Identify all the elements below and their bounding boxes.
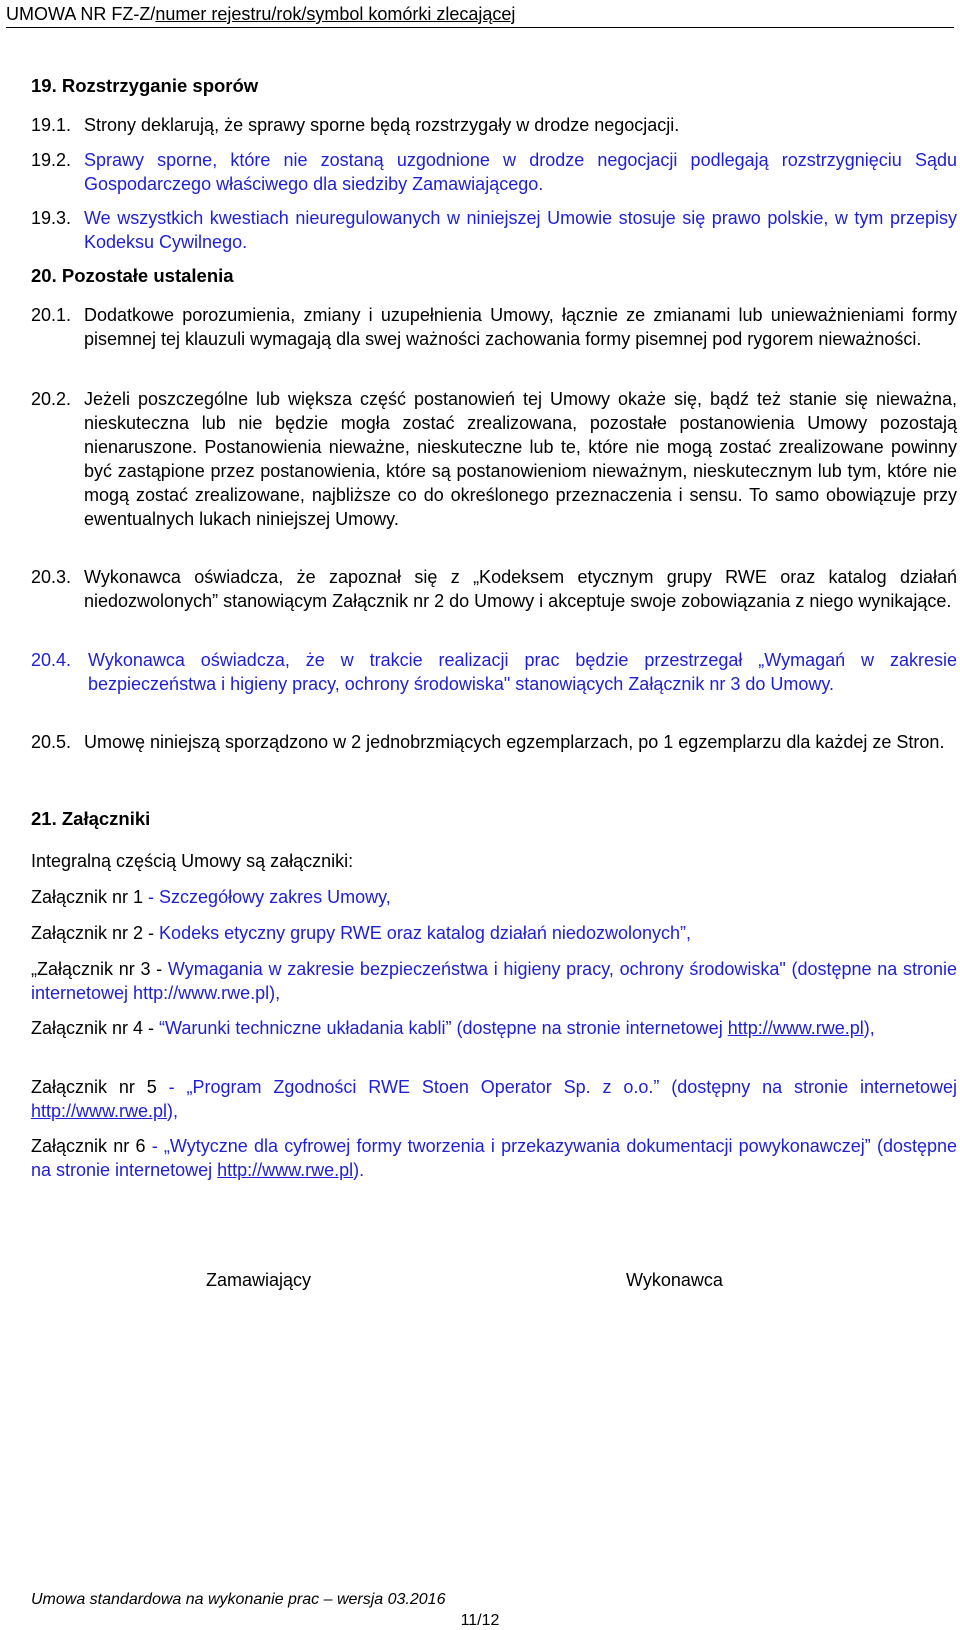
annex-1-desc: - Szczegółowy zakres Umowy,	[148, 887, 391, 907]
para-20-5-num: 20.5.	[31, 732, 72, 752]
annex-2	[31, 921, 957, 945]
annex-5-link[interactable]: http://www.rwe.pl	[31, 1101, 168, 1121]
annex-1	[31, 885, 957, 909]
para-20-3-text: Wykonawca oświadcza, że zapoznał się z „Kodeksem etycznym grupy RWE oraz katalog działań niedozwolonych” stanowiącym Załącznik nr 2 do Umowy i akceptuje swoje zobowiązania z niego wynikające.	[84, 567, 957, 611]
annex-6-label: Załącznik nr 6	[31, 1136, 152, 1156]
annex-6	[31, 1134, 957, 1182]
section-19-heading: 19. Rozstrzyganie sporów	[31, 75, 259, 96]
annex-5-desc-a: - „Program Zgodności RWE Stoen Operator Sp. z o.o.” (dostępny na stronie internetowej	[168, 1077, 958, 1097]
annex-2-desc: Kodeks etyczny grupy RWE oraz katalog działań niedozwolonych”,	[159, 923, 691, 943]
annex-4-label: Załącznik nr 4 -	[31, 1018, 160, 1038]
annex-6-desc-b: ).	[353, 1160, 365, 1180]
annex-3-desc: Wymagania w zakresie bezpieczeństwa i higieny pracy, ochrony środowiska" (dostępne na stronie internetowej http://www.rwe.pl),	[31, 959, 957, 1003]
annex-4	[31, 1016, 957, 1040]
annex-4-desc-a: “Warunki techniczne układania kabli” (dostępne na stronie internetowej	[159, 1018, 728, 1038]
para-19-2-text: Sprawy sporne, które nie zostaną uzgodnione w drodze negocjacji podlegają rozstrzygnięciu Sądu Gospodarczego właściwego dla siedziby Zamawiającego.	[84, 150, 957, 194]
para-20-5-text: Umowę niniejszą sporządzono w 2 jednobrzmiących egzemplarzach, po 1 egzemplarzu dla każdej ze Stron.	[84, 732, 945, 752]
signature-contractor: Wykonawca	[626, 1270, 723, 1290]
annex-6-desc-a: - „Wytyczne dla cyfrowej formy tworzenia i przekazywania dokumentacji powykonawczej” (dostępne na stronie internetowej	[31, 1136, 958, 1180]
annex-4-link[interactable]: http://www.rwe.pl	[727, 1018, 864, 1038]
para-20-4-num: 20.4.	[31, 650, 72, 670]
annex-5	[31, 1075, 957, 1123]
para-20-3-num: 20.3.	[31, 567, 72, 587]
annex-5-label: Załącznik nr 5	[31, 1077, 169, 1097]
annex-1-label: Załącznik nr 1	[31, 887, 149, 907]
para-20-1-text: Dodatkowe porozumienia, zmiany i uzupełnienia Umowy, łącznie ze zmianami lub unieważnieniami formy pisemnej tej klauzuli wymagają dla swej ważności zachowania formy pisemnej pod rygorem nieważności.	[84, 305, 957, 349]
para-19-2-num: 19.2.	[31, 150, 72, 170]
signature-ordering-party: Zamawiający	[206, 1270, 312, 1290]
annex-4-desc-b: ),	[863, 1018, 875, 1038]
para-19-3-num: 19.3.	[31, 208, 72, 228]
para-19-1-text: Strony deklarują, że sprawy sporne będą rozstrzygały w drodze negocjacji.	[84, 115, 680, 135]
annex-6-link[interactable]: http://www.rwe.pl	[217, 1160, 354, 1180]
annex-3-label: „Załącznik nr 3 -	[31, 959, 168, 979]
header-link[interactable]: numer rejestru/rok/symbol komórki zlecającej	[155, 4, 516, 24]
para-19-1-num: 19.1.	[31, 115, 72, 135]
para-20-1-num: 20.1.	[31, 305, 72, 325]
annex-3	[31, 957, 957, 1005]
annex-2-label: Załącznik nr 2 -	[31, 923, 160, 943]
para-20-4-text: Wykonawca oświadcza, że w trakcie realizacji prac będzie przestrzegał „Wymagań w zakresie bezpieczeństwa i higieny pracy, ochrony środowiska" stanowiących Załącznik nr 3 do Umowy.	[88, 650, 957, 694]
para-19-3-text: We wszystkich kwestiach nieuregulowanych w niniejszej Umowie stosuje się prawo polskie, w tym przepisy Kodeksu Cywilnego.	[84, 208, 957, 252]
para-20-2-text: Jeżeli poszczególne lub większa część postanowień tej Umowy okaże się, bądź też stanie się nieważna, nieskuteczna lub nie będzie mogła zostać zrealizowana, pozostałe postanowienia Umowy pozostają nienaruszone. Postanowienia nieważne, nieskuteczne lub te, które nie mogą zostać zrealizowane powinny być zastąpione przez postanowienia, które są postanowieniom nieważnym, nieskutecznym lub tym, które nie mogą zostać zrealizowane, najbliższe co do określonego przeznaczenia i sensu. To samo obowiązuje przy ewentualnych lukach niniejszej Umowy.	[84, 389, 957, 529]
footer-page-number: 11/12	[460, 1612, 500, 1629]
para-20-2-num: 20.2.	[31, 389, 72, 409]
section-20-heading: 20. Pozostałe ustalenia	[31, 265, 234, 286]
page-header	[6, 2, 954, 28]
footer-document-version: Umowa standardowa na wykonanie prac – wersja 03.2016	[31, 1591, 446, 1608]
section-21-heading: 21. Załączniki	[31, 808, 151, 829]
header-prefix: UMOWA NR FZ-Z/	[6, 4, 156, 24]
annex-5-desc-b: ),	[167, 1101, 179, 1121]
annex-intro: Integralną częścią Umowy są załączniki:	[31, 851, 354, 871]
